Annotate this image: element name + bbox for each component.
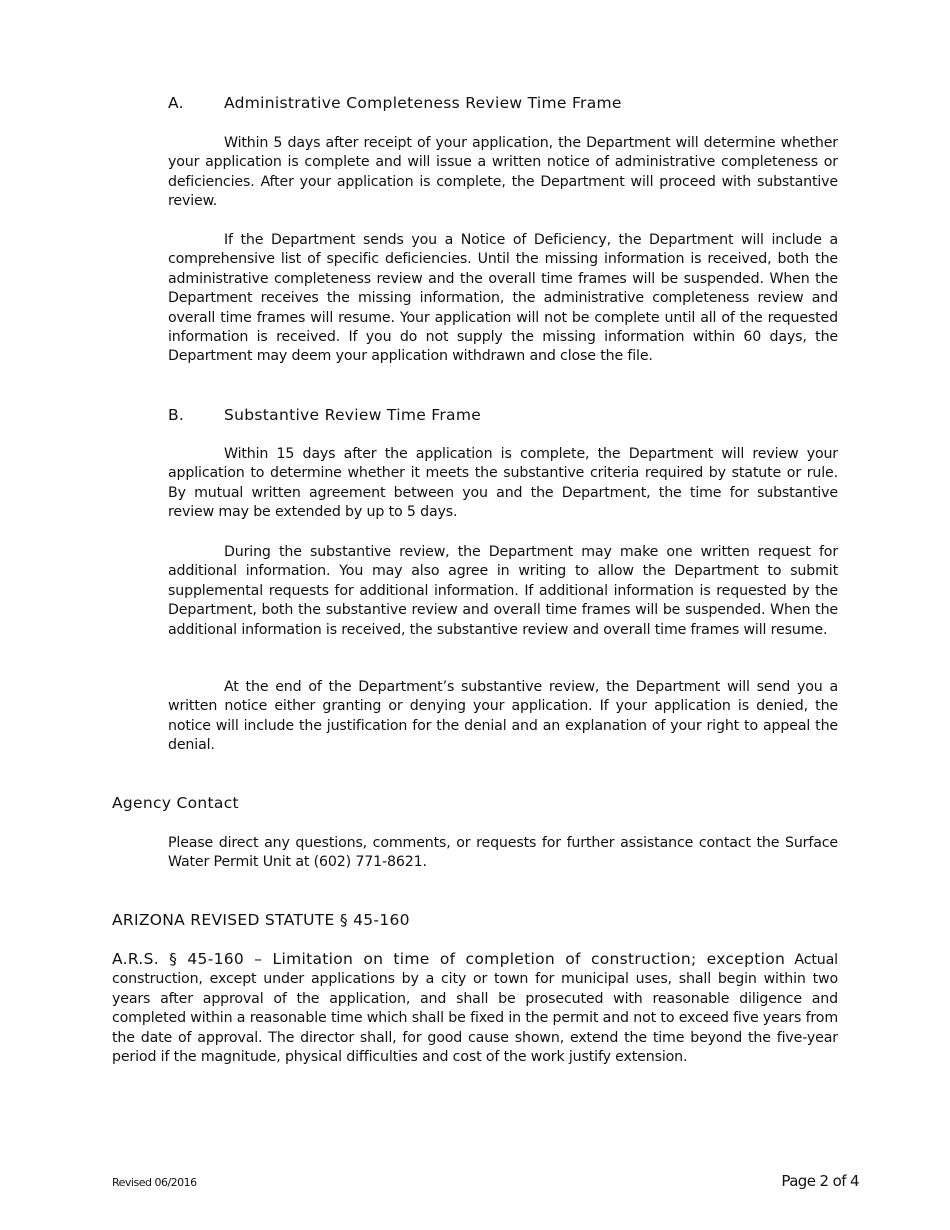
revised-date: Revised 06/2016 [112, 1176, 197, 1189]
statute-lead: A.R.S. § 45-160 – Limitation on time of completion of construction; exception [112, 950, 786, 968]
section-a-letter: A. [168, 94, 184, 112]
section-a-paragraph-2: If the Department sends you a Notice of Deficiency, the Department will include a comprehensive list of specific deficiencies. Until the missing information is received, both the administrative completeness review and the overall time frames will be suspended. When the Department receives the missing information, the administrative completeness review and overall time frames will resume. Your application will not be complete until all of the requested information is received. If you do not supply the missing information within 60 days, the Department may deem your application withdrawn and close the file. [168, 232, 838, 365]
section-a-title: Administrative Completeness Review Time Frame [224, 94, 622, 112]
agency-contact-heading: Agency Contact [112, 794, 239, 812]
section-b-paragraph-3: At the end of the Department’s substantive review, the Department will send you a written notice either granting or denying your application. If your application is denied, the notice will include the justification for the denial and an explanation of your right to appeal the denial. [168, 679, 838, 754]
section-a-heading [168, 94, 622, 112]
section-a-paragraph-1: Within 5 days after receipt of your application, the Department will determine whether your application is complete and will issue a written notice of administrative completeness or deficiencies. After your application is complete, the Department will proceed with substantive review. [168, 135, 838, 210]
section-b-heading [168, 406, 481, 424]
section-b-title: Substantive Review Time Frame [224, 406, 482, 424]
agency-contact-text: Please direct any questions, comments, or requests for further assistance contact the Surface Water Permit Unit at (602) 771-8621. [168, 835, 838, 871]
statute-paragraph [112, 950, 838, 1067]
section-b-paragraph-2: During the substantive review, the Department may make one written request for additional information. You may also agree in writing to allow the Department to submit supplemental requests for additional information. If additional information is requested by the Department, both the substantive review and overall time frames will be suspended. When the additional information is received, the substantive review and overall time frames will resume. [168, 544, 838, 638]
section-b-paragraph-1: Within 15 days after the application is complete, the Department will review your application to determine whether it meets the substantive criteria required by statute or rule. By mutual written agreement between you and the Department, the time for substantive review may be extended by up to 5 days. [168, 446, 838, 521]
statute-heading: ARIZONA REVISED STATUTE § 45-160 [112, 911, 410, 929]
page-number: Page 2 of 4 [781, 1172, 859, 1190]
section-b-letter: B. [168, 406, 185, 424]
statute-body: Actual construction, except under applications by a city or town for municipal uses, shall begin within two years after approval of the application, and shall be prosecuted with reasonable diligence and completed within a reasonable time which shall be fixed in the permit and not to exceed five years from the date of approval. The director shall, for good cause shown, extend the time beyond the five-year period if the magnitude, physical difficulties and cost of the work justify extension. [112, 952, 838, 1066]
